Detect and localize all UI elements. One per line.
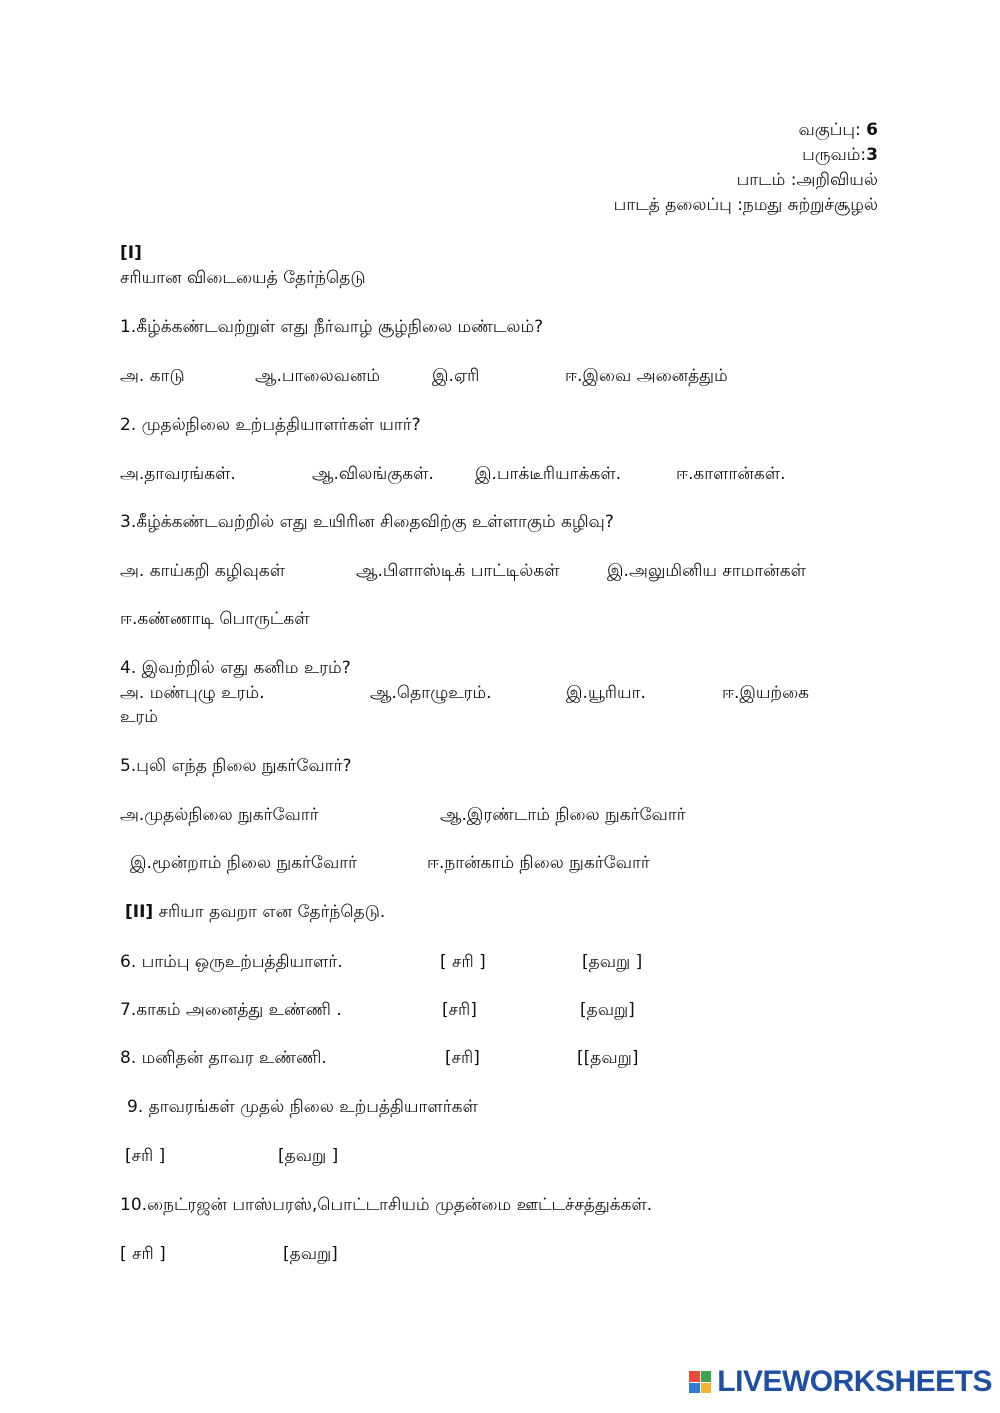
q1-text: 1.கீழ்க்கண்டவற்றுள் எது நீர்வாழ் சூழ்நிலை மண்டலம்? — [120, 317, 544, 337]
term-line — [802, 145, 878, 165]
section2-heading — [125, 902, 385, 922]
q1-option-d[interactable]: ஈ.இவை அனைத்தும் — [565, 366, 728, 386]
q10-text: 10.நைட்ரஜன் பாஸ்பரஸ்,பொட்டாசியம் முதன்மை ஊட்டச்சத்துக்கள். — [120, 1195, 653, 1215]
q4-text: 4. இவற்றில் எது கனிம உரம்? — [120, 658, 351, 678]
q5-option-c[interactable]: இ.மூன்றாம் நிலை நுகர்வோர் — [130, 853, 358, 873]
q3-option-a[interactable]: அ. காய்கறி கழிவுகள் — [120, 561, 286, 581]
q1-option-b[interactable]: ஆ.பாலைவனம் — [255, 366, 381, 386]
q2-option-d[interactable]: ஈ.காளான்கள். — [676, 464, 786, 484]
q7-false-option[interactable]: [தவறு] — [580, 1000, 635, 1020]
q8-text: 8. மனிதன் தாவர உண்ணி. — [120, 1048, 327, 1068]
q2-option-c[interactable]: இ.பாக்டீரியாக்கள். — [475, 464, 622, 484]
q9-true-option[interactable]: [சரி ] — [125, 1146, 166, 1166]
section1-marker: [I] — [120, 243, 142, 263]
q3-option-d[interactable]: ஈ.கண்ணாடி பொருட்கள் — [120, 609, 310, 629]
q8-false-option[interactable]: [[தவறு] — [577, 1048, 639, 1068]
q2-text: 2. முதல்நிலை உற்பத்தியாளர்கள் யார்? — [120, 415, 421, 435]
term-label: பருவம்: — [802, 145, 867, 165]
q7-text: 7.காகம் அனைத்து உண்ணி . — [120, 1000, 342, 1020]
subject-line: பாடம் :அறிவியல் — [736, 170, 878, 190]
grade-label: வகுப்பு: — [798, 120, 861, 140]
q4-option-d[interactable]: ஈ.இயற்கை — [722, 683, 810, 703]
q6-text: 6. பாம்பு ஒருஉற்பத்தியாளர். — [120, 952, 343, 972]
q10-true-option[interactable]: [ சரி ] — [120, 1244, 166, 1264]
q2-option-a[interactable]: அ.தாவரங்கள். — [120, 464, 236, 484]
q3-option-c[interactable]: இ.அலுமினிய சாமான்கள் — [607, 561, 806, 581]
q4-option-c[interactable]: இ.யூரியா. — [566, 683, 646, 703]
liveworksheets-logo — [689, 1365, 992, 1399]
q3-option-b[interactable]: ஆ.பிளாஸ்டிக் பாட்டில்கள் — [356, 561, 560, 581]
topic-line: பாடத் தலைப்பு :நமது சுற்றுச்சூழல் — [613, 195, 878, 215]
q5-option-b[interactable]: ஆ.இரண்டாம் நிலை நுகர்வோர் — [440, 805, 686, 825]
q2-option-b[interactable]: ஆ.விலங்குகள். — [312, 464, 434, 484]
grade-value: 6 — [866, 120, 878, 140]
q5-option-a[interactable]: அ.முதல்நிலை நுகர்வோர் — [120, 805, 319, 825]
section1-title: சரியான விடையைத் தேர்ந்தெடு — [120, 268, 366, 288]
q5-option-d[interactable]: ஈ.நான்காம் நிலை நுகர்வோர் — [427, 853, 650, 873]
q7-true-option[interactable]: [சரி] — [442, 1000, 477, 1020]
mark-square-yellow — [701, 1383, 712, 1394]
section2-marker: [II] — [125, 902, 154, 922]
section2-title: சரியா தவறா என தேர்ந்தெடு. — [153, 902, 386, 922]
mark-square-green — [701, 1371, 712, 1382]
liveworksheets-mark-icon — [689, 1371, 711, 1393]
q5-text: 5.புலி எந்த நிலை நுகர்வோர்? — [120, 756, 352, 776]
q4-option-a[interactable]: அ. மண்புழு உரம். — [120, 683, 265, 703]
q9-text: 9. தாவரங்கள் முதல் நிலை உற்பத்தியாளர்கள் — [127, 1097, 478, 1117]
q9-false-option[interactable]: [தவறு ] — [278, 1146, 339, 1166]
term-value: 3 — [866, 145, 878, 165]
q1-option-a[interactable]: அ. காடு — [120, 366, 185, 386]
q3-text: 3.கீழ்க்கண்டவற்றில் எது உயிரின சிதைவிற்கு உள்ளாகும் கழிவு? — [120, 512, 614, 532]
q1-option-c[interactable]: இ.ஏரி — [432, 366, 480, 386]
q6-true-option[interactable]: [ சரி ] — [440, 952, 486, 972]
q4-option-d-cont: உரம் — [120, 707, 158, 727]
q4-option-b[interactable]: ஆ.தொழுஉரம். — [370, 683, 492, 703]
q6-false-option[interactable]: [தவறு ] — [582, 952, 643, 972]
q8-true-option[interactable]: [சரி] — [445, 1048, 480, 1068]
liveworksheets-text: LIVEWORKSHEETS — [717, 1365, 992, 1398]
mark-square-red — [689, 1371, 700, 1382]
q10-false-option[interactable]: [தவறு] — [283, 1244, 338, 1264]
grade-line — [798, 120, 878, 140]
mark-square-blue — [689, 1383, 700, 1394]
